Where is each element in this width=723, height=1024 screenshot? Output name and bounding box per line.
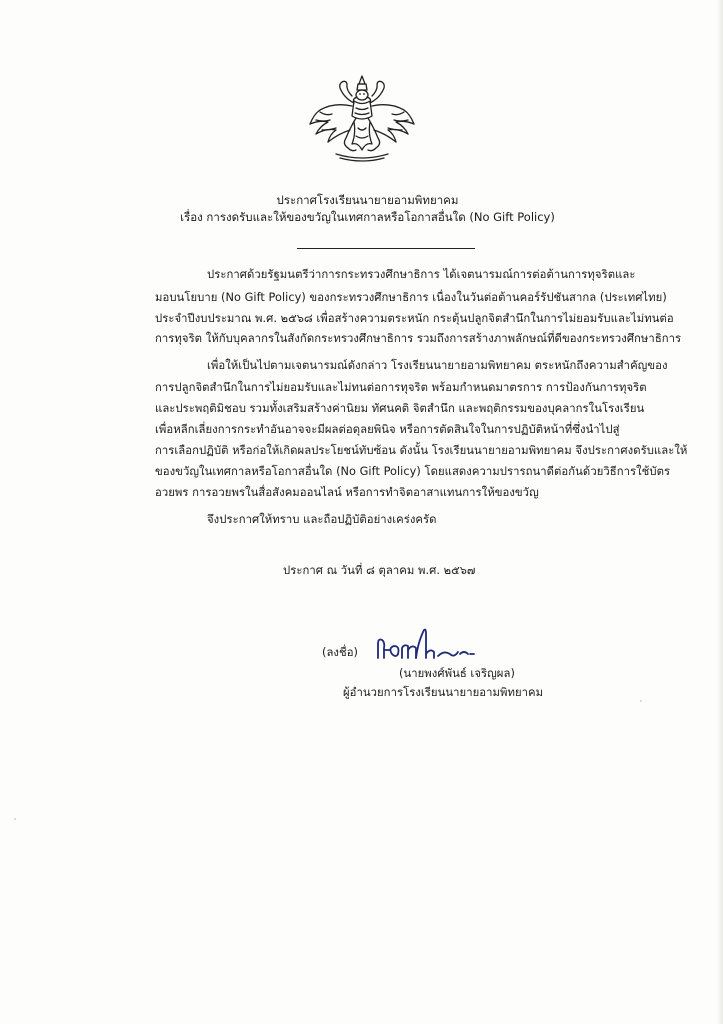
paragraph-line: การทุจริต ให้กับบุคลากรในสังกัดกระทรวงศึกษาธิการ รวมถึงการสร้างภาพลักษณ์ที่ดีของกระทรวงศึกษาธิการ [155,332,682,345]
announcement-subject: เรื่อง การงดรับและให้ของขวัญในเทศกาลหรือโอกาสอื่นใด (No Gift Policy) [180,210,555,224]
scan-speck [640,700,642,702]
closing-statement: จึงประกาศให้ทราบ และถือปฏิบัติอย่างเคร่งครัด [207,513,437,526]
announcement-date: ประกาศ ณ วันที่ ๘ ตุลาคม พ.ศ. ๒๕๖๗ [283,564,476,577]
paragraph-line: ของขวัญในเทศกาลหรือโอกาสอื่นใด (No Gift Policy) โดยแสดงความปรารถนาดีต่อกันด้วยวิธีการใช้บัตร [155,465,671,478]
garuda-emblem-icon [306,72,418,166]
paragraph-line: ประจำปีงบประมาณ พ.ศ. ๒๕๖๘ เพื่อสร้างความตระหนัก กระตุ้นปลูกจิตสำนึกในการไม่ยอมรับและไม่ทนต่อ [155,312,674,325]
paragraph-line: ประกาศด้วยรัฐมนตรีว่าการกระทรวงศึกษาธิการ ได้เจตนารมณ์การต่อต้านการทุจริตและ [207,268,636,281]
sign-label: (ลงชื่อ) [322,646,359,659]
paragraph-line: การเลือกปฏิบัติ หรือก่อให้เกิดผลประโยชน์ทับซ้อน ดังนั้น โรงเรียนนายายอามพิทยาคม จึงประกาศงดรับและให้ [155,444,688,457]
scan-speck [14,818,16,820]
paragraph-line: เพื่อให้เป็นไปตามเจตนารมณ์ดังกล่าว โรงเรียนนายายอามพิทยาคม ตระหนักถึงความสำคัญของ [207,359,668,372]
title-divider [297,248,475,249]
signer-position: ผู้อำนวยการโรงเรียนนายายอามพิทยาคม [343,686,544,699]
paragraph-line: มอบนโยบาย (No Gift Policy) ของกระทรวงศึกษาธิการ เนื่องในวันต่อต้านคอร์รัปชันสากล (ประเทศไทย) [155,291,667,304]
paragraph-line: อวยพร การอวยพรในสื่อสังคมออนไลน์ หรือการทำจิตอาสาแทนการให้ของขวัญ [155,486,539,499]
paragraph-line: การปลูกจิตสำนึกในการไม่ยอมรับและไม่ทนต่อการทุจริต พร้อมกำหนดมาตรการ การป้องกันการทุจริต [155,381,647,394]
scan-edge [717,0,723,1024]
signer-name: (นายพงศ์พันธ์ เจริญผล) [399,667,515,680]
paragraph-line: และประพฤติมิชอบ รวมทั้งเสริมสร้างค่านิยม ทัศนคติ จิตสำนึก และพฤติกรรมของบุคลากรในโรงเรียน [155,402,645,415]
paragraph-line: เพื่อหลีกเลี่ยงการกระทำอันอาจจะมีผลต่อดุลยพินิจ หรือการตัดสินใจในการปฏิบัติหน้าที่ซึ่งนำไปสู่ [155,423,620,436]
announcement-title: ประกาศโรงเรียนนายายอามพิทยาคม [276,193,459,207]
signature-image [372,624,484,664]
